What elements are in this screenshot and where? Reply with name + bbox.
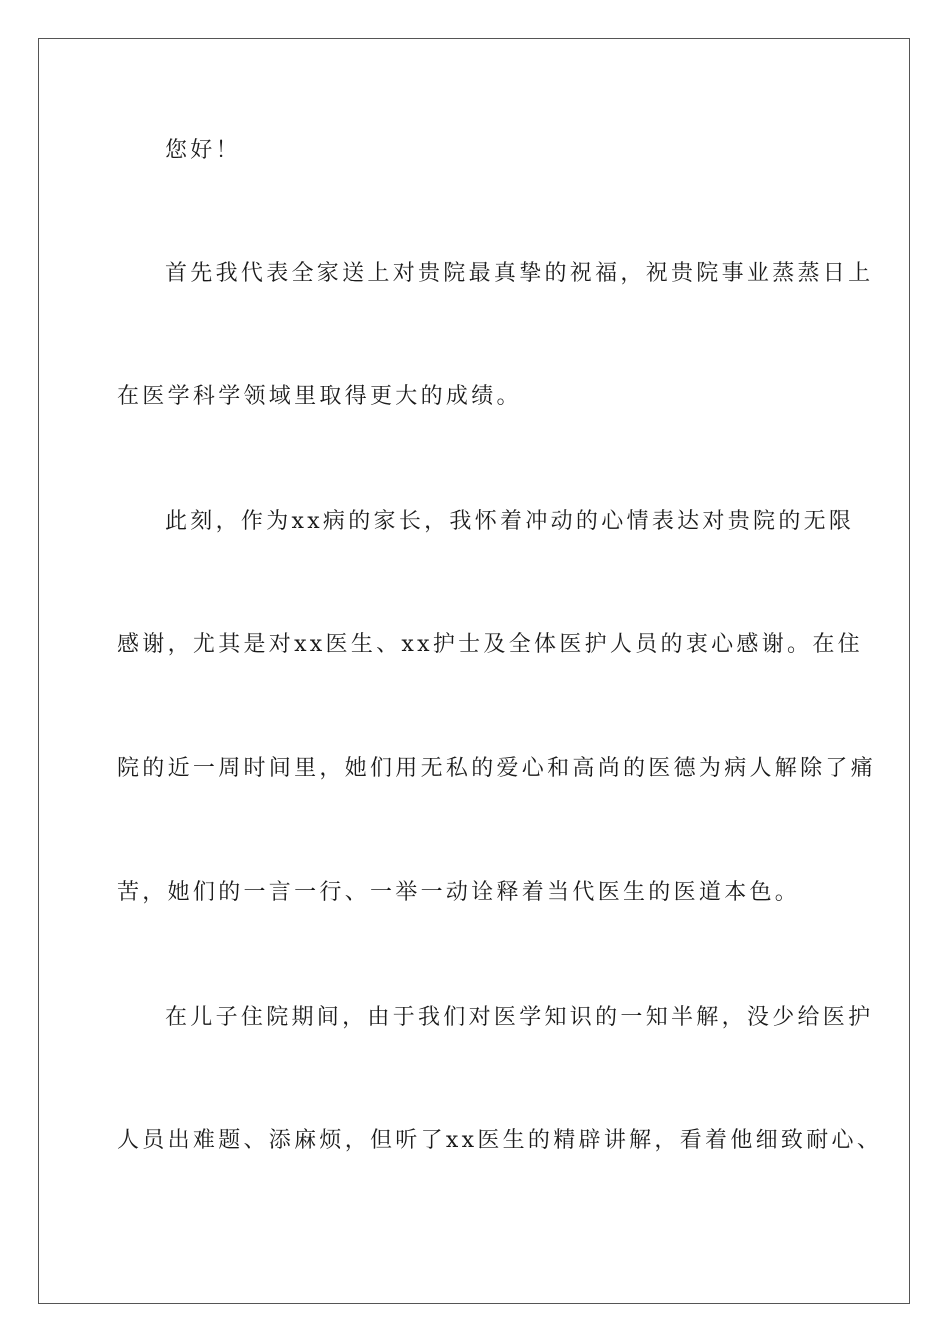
paragraph-2-line-4: 苦，她们的一言一行、一举一动诠释着当代医生的医道本色。 [117,880,801,905]
paragraph-3-line-1: 在儿子住院期间，由于我们对医学知识的一知半解，没少给医护 [165,1005,874,1030]
paragraph-2-line-1: 此刻，作为xx病的家长，我怀着冲动的心情表达对贵院的无限 [165,509,855,534]
paragraph-2-line-3: 院的近一周时间里，她们用无私的爱心和高尚的医德为病人解除了痛 [117,756,877,781]
page-border [38,38,910,1304]
paragraph-2-line-2: 感谢，尤其是对xx医生、xx护士及全体医护人员的衷心感谢。在住 [117,632,863,657]
paragraph-1-line-1: 首先我代表全家送上对贵院最真挚的祝福，祝贵院事业蒸蒸日上 [165,261,874,286]
greeting-line: 您好！ [165,138,241,163]
paragraph-3-line-2: 人员出难题、添麻烦，但听了xx医生的精辟讲解，看着他细致耐心、 [117,1128,883,1153]
paragraph-1-line-2: 在医学科学领域里取得更大的成绩。 [117,384,522,409]
